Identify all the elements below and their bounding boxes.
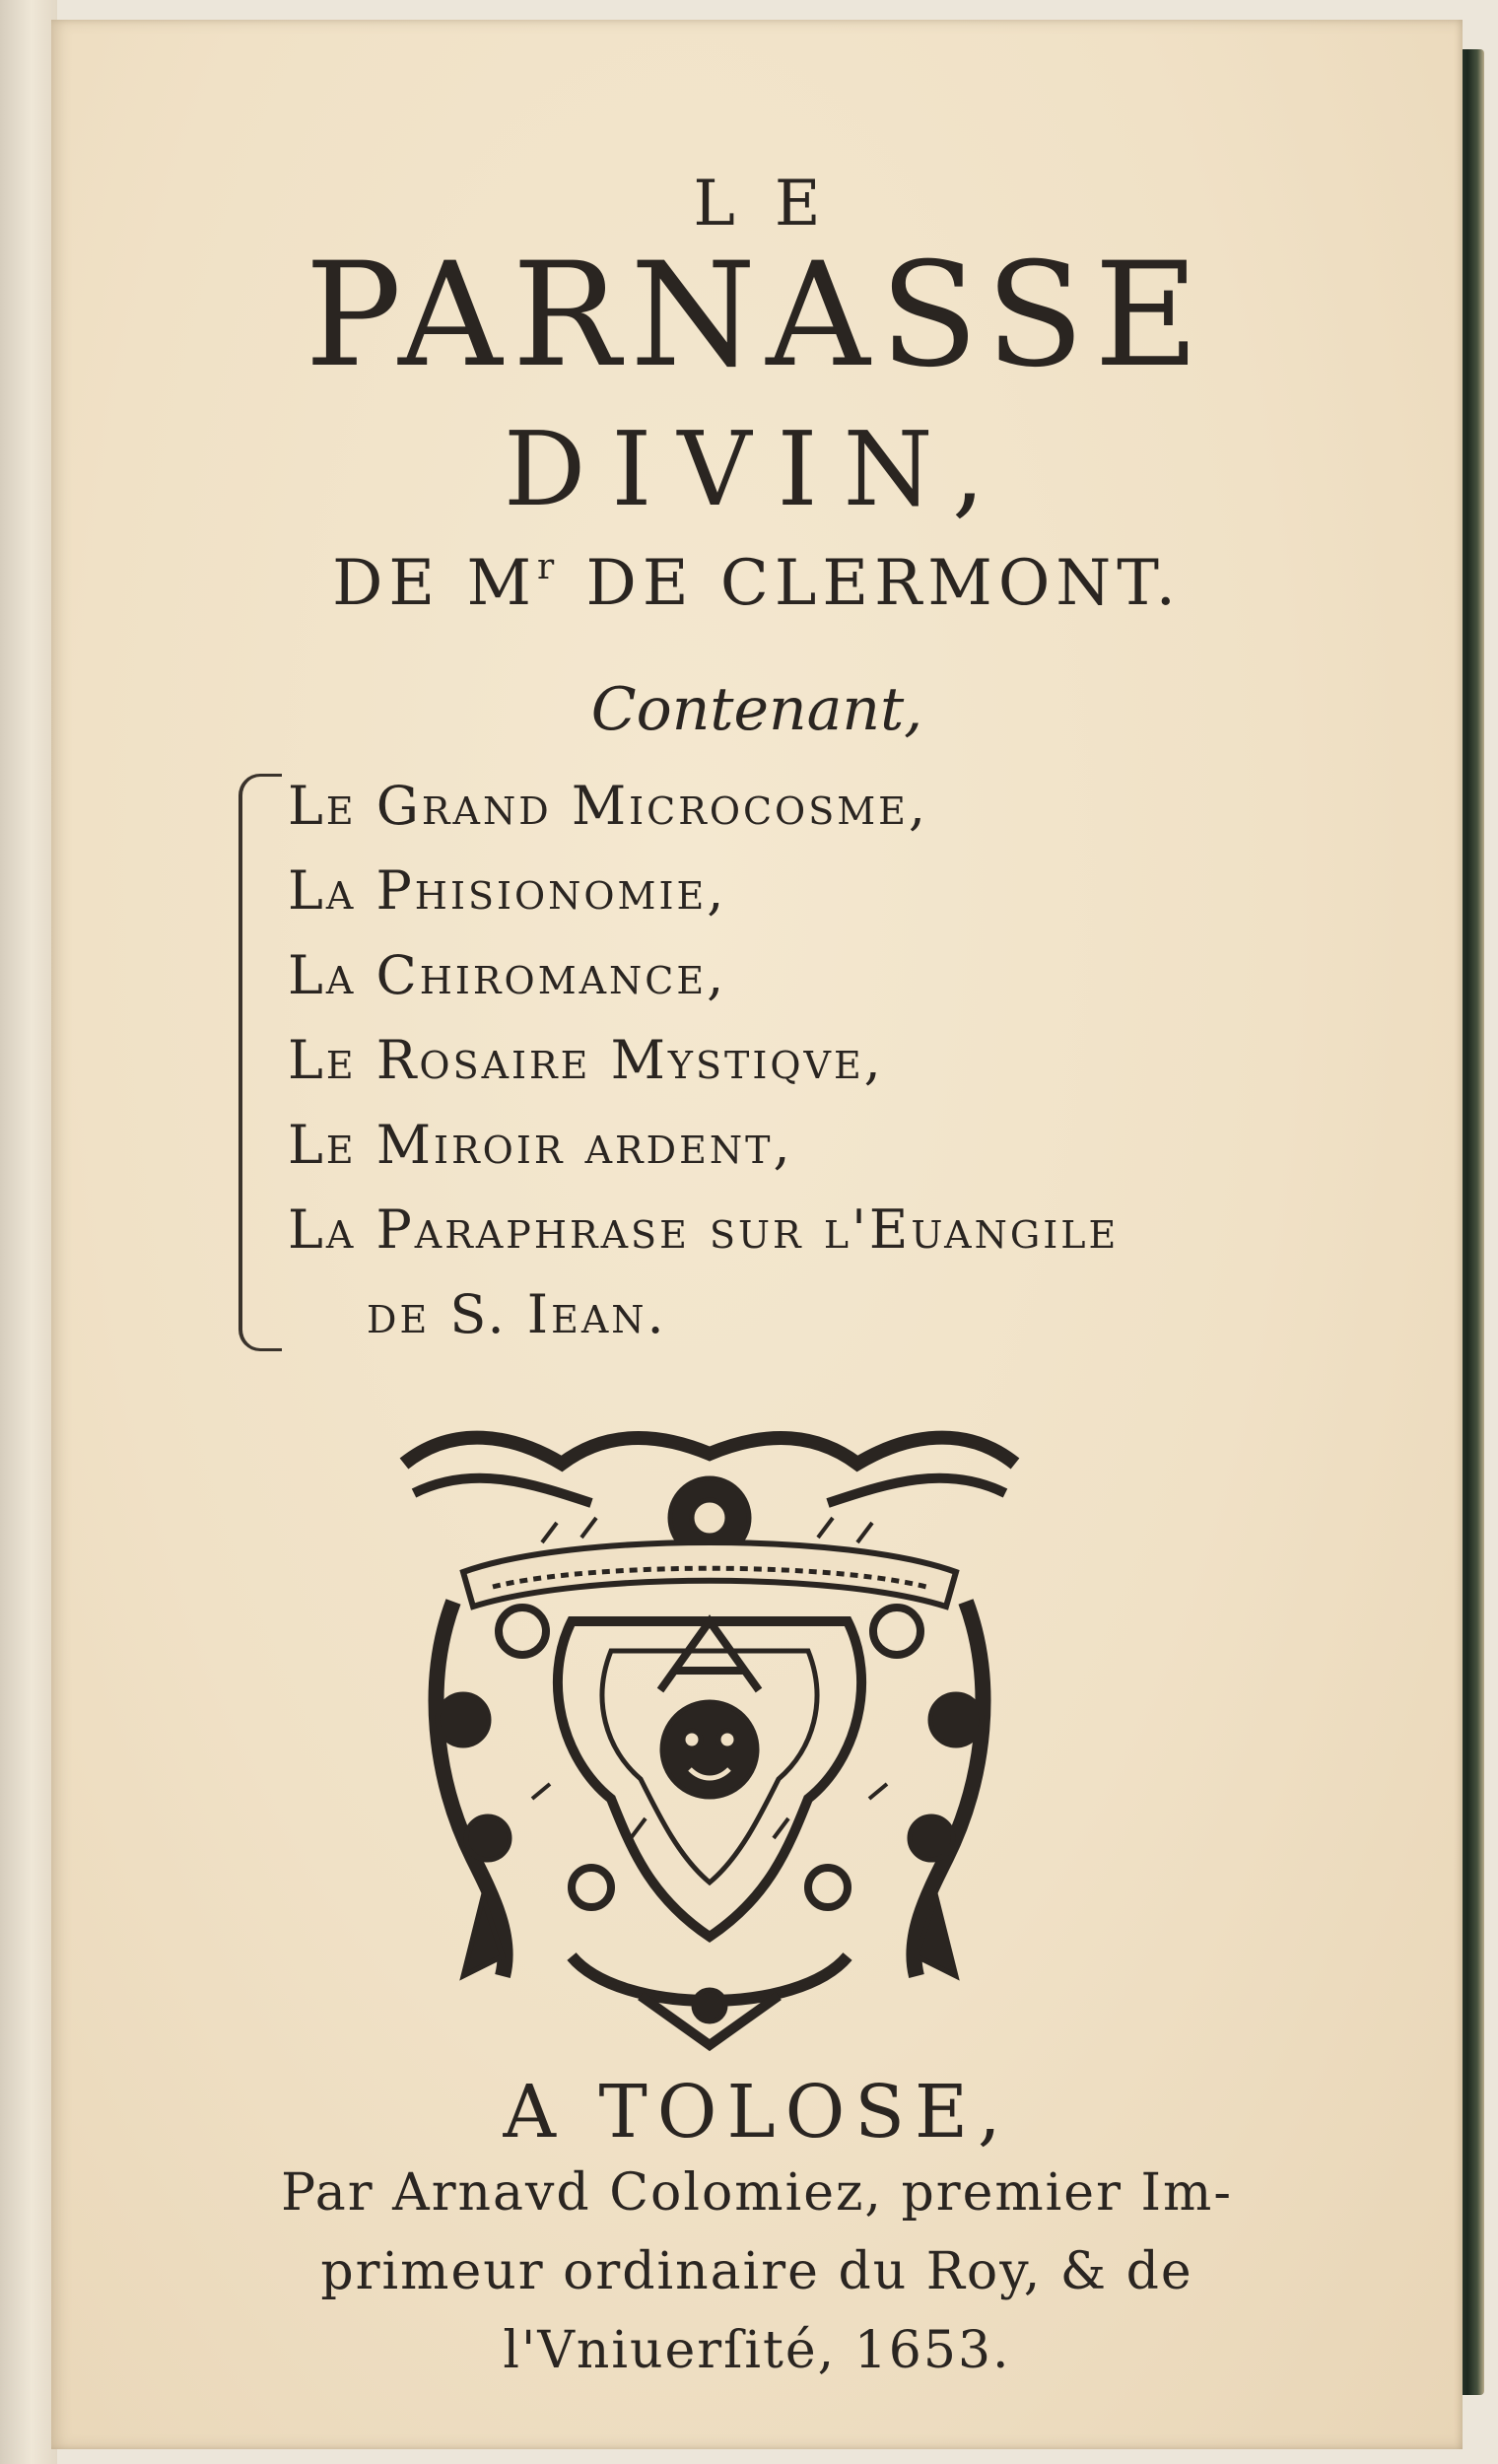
imprint-date-line: l'Vniuerſité, 1653. xyxy=(503,2321,1011,2380)
imprint-printer-line-2: primeur ordinaire du Roy, & de xyxy=(320,2242,1193,2301)
contents-item: La Chiromance, xyxy=(288,944,727,1006)
contents-item: Le Grand Microcosme, xyxy=(288,775,929,837)
facing-page-edge xyxy=(0,0,57,2464)
author-prefix: DE M xyxy=(332,547,537,620)
author-line xyxy=(51,547,1463,620)
contents-intro: Contenant, xyxy=(590,675,923,744)
contents-bracket xyxy=(238,774,282,1351)
title-page xyxy=(51,20,1463,2449)
contents-item: Le Miroir ardent, xyxy=(288,1114,793,1176)
imprint-printer-line-1: Par Arnavd Colomiez, premier Im- xyxy=(281,2163,1233,2223)
contents-item: Le Rosaire Mystiqve, xyxy=(288,1029,884,1091)
contents-item: La Paraphrase ſur l'Euangile xyxy=(288,1198,1120,1261)
imprint-place: A TOLOSE, xyxy=(503,2070,1011,2155)
contents-item: de S. Iean. xyxy=(367,1283,667,1345)
author-name: DE CLERMONT. xyxy=(585,547,1182,620)
author-sup: r xyxy=(536,547,561,587)
contents-list xyxy=(288,764,1372,1357)
contents-item: La Phisionomie, xyxy=(288,859,727,922)
printers-device-ornament-icon xyxy=(394,1424,1025,2055)
title-sub: DIVIN, xyxy=(503,409,1011,529)
title-main: PARNASSE xyxy=(305,232,1209,399)
title-article: LE xyxy=(693,168,860,240)
